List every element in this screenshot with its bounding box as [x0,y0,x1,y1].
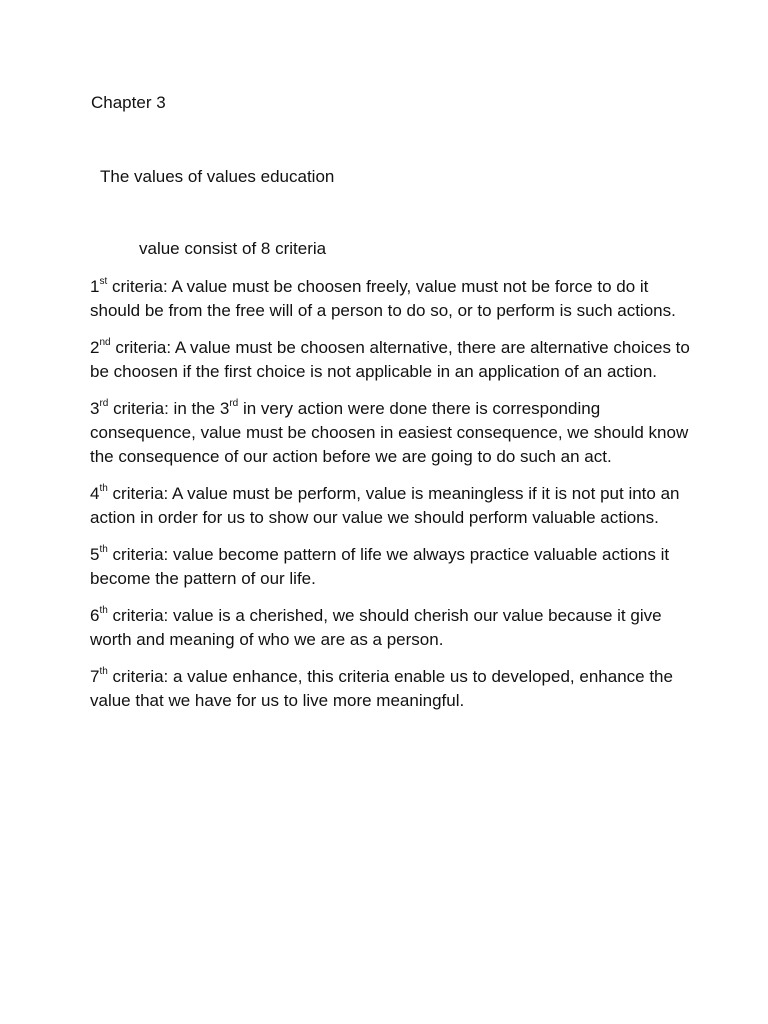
chapter-heading: Chapter 3 [91,93,166,112]
section-title: The values of values education [100,167,335,186]
intro-line: value consist of 8 criteria [139,239,327,258]
criterion-text: criteria: a value enhance, this criteria enable us to developed, enhance the value that we have for us to live more meaningful. [90,667,673,710]
ordinal-suffix: th [99,483,108,495]
ordinal-suffix: th [99,544,108,556]
ordinal-suffix: rd [99,398,109,410]
criterion-text: criteria: value become pattern of life we always practice valuable actions it become the pattern of our life. [90,545,670,588]
criterion-text-part-a: criteria: in the 3 [108,399,230,418]
criterion-2 [90,336,690,384]
criteria-list [90,275,690,726]
criterion-text: criteria: A value must be choosen alternative, there are alternative choices to be choosen if the first choice is not applicable in an application of an action. [90,338,690,381]
ordinal-suffix: th [99,666,108,678]
criterion-3 [90,397,690,469]
criterion-number: 1 [90,277,100,296]
criterion-number: 6 [90,606,100,625]
criterion-text: criteria: A value must be perform, value is meaningless if it is not put into an action in order for us to show our value we should perform valuable actions. [90,484,680,527]
criterion-7 [90,665,690,713]
inner-ordinal-suffix: rd [229,398,239,410]
criterion-number: 2 [90,338,100,357]
criterion-number: 3 [90,399,100,418]
criterion-5 [90,543,690,591]
ordinal-suffix: st [99,276,108,288]
ordinal-suffix: th [99,605,108,617]
criterion-number: 4 [90,484,100,503]
criterion-text-part-b: in very action were done there is corresponding consequence, value must be choosen in easiest consequence, we should know the consequence of our action before we are going to do such an act. [90,399,689,466]
criterion-4 [90,482,690,530]
criterion-number: 5 [90,545,100,564]
criterion-text: criteria: value is a cherished, we should cherish our value because it give worth and meaning of who we are as a person. [90,606,662,649]
criterion-text: criteria: A value must be choosen freely, value must not be force to do it should be from the free will of a person to do so, or to perform is such actions. [90,277,676,320]
ordinal-suffix: nd [99,337,111,349]
criterion-number: 7 [90,667,100,686]
criterion-1 [90,275,690,323]
criterion-6 [90,604,690,652]
